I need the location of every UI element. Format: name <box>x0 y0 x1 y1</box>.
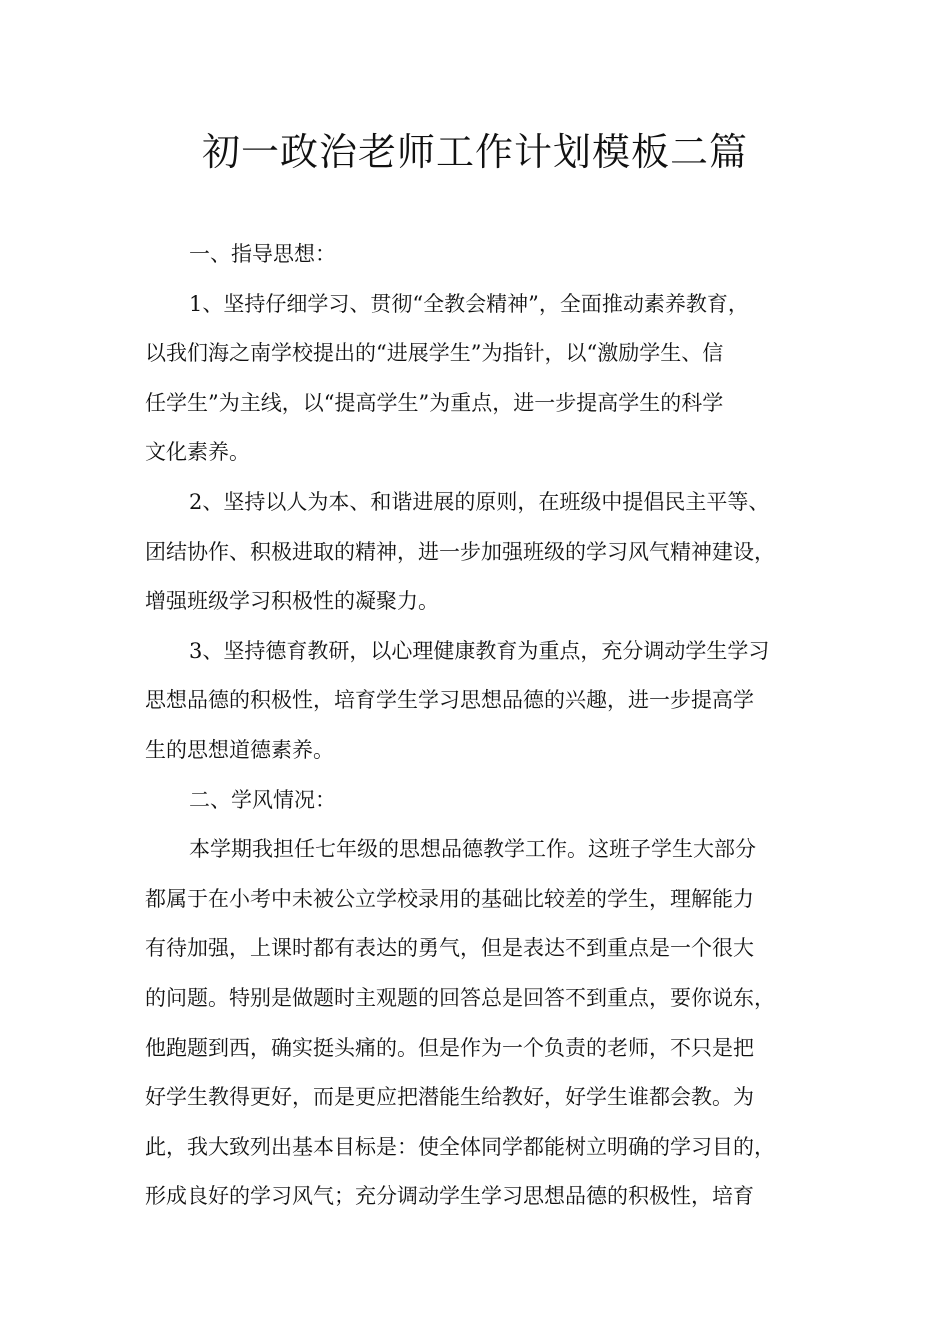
document-title: 初一政治老师工作计划模板二篇 <box>201 130 748 174</box>
paragraph-point-1 <box>145 280 825 478</box>
section-heading-guiding-thought <box>145 230 825 280</box>
text-line: 的问题。特别是做题时主观题的回答总是回答不到重点，要你说东， <box>145 985 775 1010</box>
text-line: 有待加强，上课时都有表达的勇气，但是表达不到重点是一个很大 <box>145 936 754 961</box>
section-heading-study-atmosphere <box>145 776 825 826</box>
text-line: 以我们海之南学校提出的“进展学生”为指针，以“激励学生、信 <box>145 341 724 366</box>
text-line: 二、学风情况： <box>189 787 336 812</box>
text-line: 形成良好的学习风气；充分调动学生学习思想品德的积极性，培育 <box>145 1184 754 1209</box>
text-line: 生的思想道德素养。 <box>145 737 334 762</box>
text-line: 任学生”为主线，以“提高学生”为重点，进一步提高学生的科学 <box>145 390 724 415</box>
text-line: 思想品德的积极性，培育学生学习思想品德的兴趣，进一步提高学 <box>145 688 754 713</box>
text-line: 本学期我担任七年级的思想品德教学工作。这班子学生大部分 <box>189 837 756 862</box>
text-line: 一、指导思想： <box>189 242 336 266</box>
document-body <box>145 230 825 1222</box>
text-line: 文化素养。 <box>145 440 250 465</box>
text-line: 增强班级学习积极性的凝聚力。 <box>145 589 439 614</box>
text-line: 此，我大致列出基本目标是：使全体同学都能树立明确的学习目的， <box>145 1134 775 1159</box>
text-line: 都属于在小考中未被公立学校录用的基础比较差的学生，理解能力 <box>145 886 754 911</box>
text-line: 好学生教得更好，而是更应把潜能生给教好，好学生谁都会教。为 <box>145 1085 754 1110</box>
paragraph-point-3 <box>145 627 825 776</box>
text-line: 3、坚持德育教研，以心理健康教育为重点，充分调动学生学习 <box>189 638 770 663</box>
text-line: 1、坚持仔细学习、贯彻“全教会精神”，全面推动素养教育， <box>189 291 749 316</box>
paragraph-point-2 <box>145 478 825 627</box>
text-line: 他跑题到西，确实挺头痛的。但是作为一个负责的老师，不只是把 <box>145 1035 754 1060</box>
text-line: 2、坚持以人为本、和谐进展的原则，在班级中提倡民主平等、 <box>189 489 770 514</box>
text-line: 团结协作、积极进取的精神，进一步加强班级的学习风气精神建设， <box>145 539 775 564</box>
paragraph-study-situation <box>145 825 825 1222</box>
